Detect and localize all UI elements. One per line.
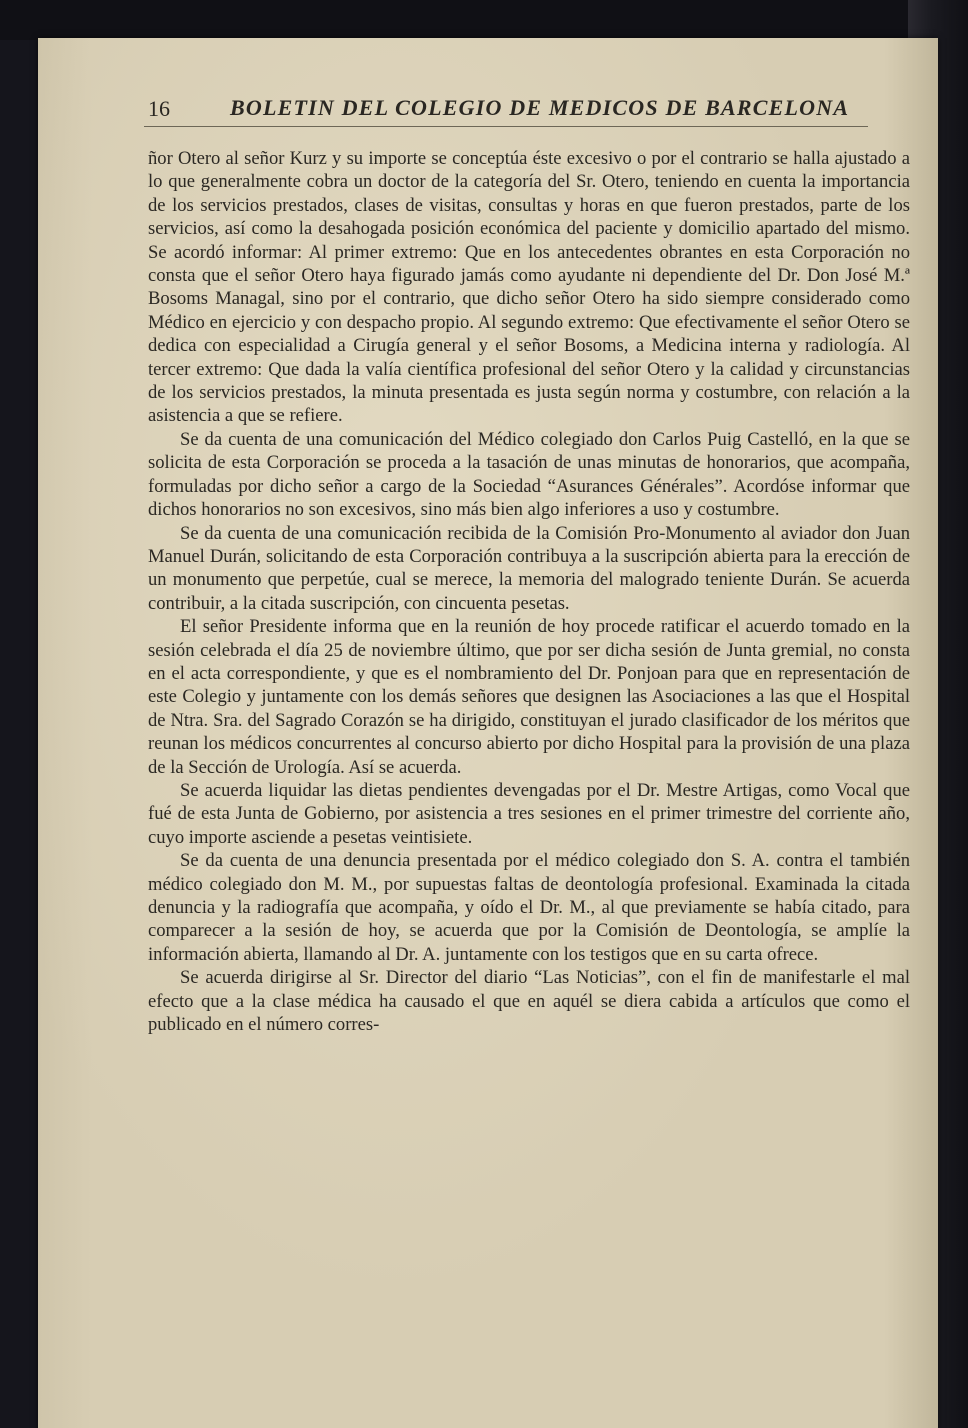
article-body bbox=[148, 147, 910, 1036]
paragraph-otero-fees: ñor Otero al señor Kurz y su importe se conceptúa éste excesivo o por el contrario se halla ajustado a lo que generalmente cobra un doctor de la categoría del Sr. Otero, teniendo en cuenta la importancia de los servicios prestados, clases de visitas, consultas y horas en que fueron prestados, parte de los servicios, así como la desahogada posición económica del paciente y domicilio apartado del mismo. Se acordó informar: Al primer extremo: Que en los antecedentes obrantes en esta Corporación no consta que el señor Otero haya figurado jamás como ayudante ni dependiente del Dr. Don José M.ª Bosoms Managal, sino por el contrario, que dicho señor Otero ha sido siempre considerado como Médico en ejercicio y con despacho propio. Al segundo extremo: Que efectivamente el señor Otero se dedica con especialidad a Cirugía general y el señor Bosoms, a Medicina interna y radiología. Al tercer extremo: Que dada la valía científica profesional del señor Otero y la calidad y circunstancias de los servicios prestados, la minuta presentada es justa según norma y costumbre, con relación a la asistencia a que se refiere. bbox=[148, 148, 910, 427]
paragraph-duran-monument: Se da cuenta de una comunicación recibida de la Comisión Pro-Monumento al aviador don Juan Manuel Durán, solicitando de esta Corporación contribuya a la suscripción abierta para la erección de un monumento que perpetúe, cual se merece, la memoria del malogrado teniente Durán. Se acuerda contribuir, a la citada suscripción, con cincuenta pesetas. bbox=[148, 522, 910, 614]
page-number: 16 bbox=[148, 96, 170, 121]
journal-title: BOLETIN DEL COLEGIO DE MEDICOS DE BARCELONA bbox=[230, 95, 850, 120]
journal-page bbox=[38, 38, 938, 1428]
paragraph-ponjoan-jury: El señor Presidente informa que en la reunión de hoy procede ratificar el acuerdo tomado en la sesión celebrada el día 25 de noviembre último, que por ser dicha sesión de Junta gremial, no consta en el acta correspondiente, y que es el nombramiento del Dr. Ponjoan para que en representación de este Colegio y juntamente con los demás señores que designen las Asociaciones a las que el Hospital de Ntra. Sra. del Sagrado Corazón se ha dirigido, constituyan el jurado clasificador de los méritos que reunan los médicos concurrentes al concurso abierto por dicho Hospital para la provisión de una plaza de la Sección de Urología. Así se acuerda. bbox=[148, 616, 910, 778]
paragraph-puig-minutes: Se da cuenta de una comunicación del Médico colegiado don Carlos Puig Castelló, en la que se solicita de esta Corporación se proceda a la tasación de unas minutas de honorarios, que acompaña, formuladas por dicho señor a cargo de la Sociedad “Asurances Générales”. Acordóse informar que dichos honorarios no son excesivos, sino más bien algo inferiores a uso y costumbre. bbox=[148, 428, 910, 521]
paragraph-mestre-allowances: Se acuerda liquidar las dietas pendientes devengadas por el Dr. Mestre Artigas, como Vocal que fué de esta Junta de Gobierno, por asistencia a tres sesiones en el primer trimestre del corriente año, cuyo importe asciende a pesetas veintisiete. bbox=[148, 779, 910, 848]
running-header bbox=[144, 94, 868, 127]
paragraph-las-noticias: Se acuerda dirigirse al Sr. Director del diario “Las Noticias”, con el fin de manifestarle el mal efecto que a la clase médica ha causado el que en aquél se diera cabida a artículos que como el publicado en el número corres- bbox=[148, 967, 910, 1036]
scan-top-border bbox=[0, 0, 968, 40]
paragraph-deontology-complaint: Se da cuenta de una denuncia presentada por el médico colegiado don S. A. contra el también médico colegiado don M. M., por supuestas faltas de deontología profesional. Examinada la citada denuncia y la radiografía que acompaña, y oído el Dr. M., al que previamente se había citado, para comparecer a la sesión de hoy, se acuerda que por la Comisión de Deontología, se amplíe la información abierta, llamando al Dr. A. juntamente con los testigos que en su carta ofrece. bbox=[148, 850, 910, 965]
